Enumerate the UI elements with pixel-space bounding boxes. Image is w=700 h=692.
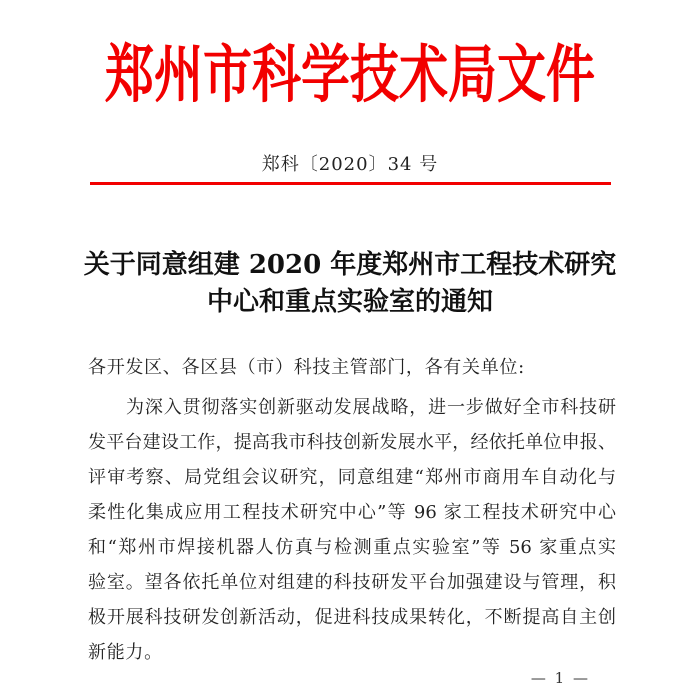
salutation-line: 各开发区、各区县（市）科技主管部门，各有关单位: [88, 357, 525, 378]
document-header-title: 郑州市科学技术局文件 [104, 37, 595, 112]
document-title-line1: 关于同意组建 2020 年度郑州市工程技术研究 [83, 250, 617, 280]
body-line: 极开展科技研发创新活动，促进科技成果转化，不断提高自主创 [88, 607, 616, 628]
document-number: 郑科〔2020〕34 号 [261, 154, 439, 175]
body-line: 柔性化集成应用工程技术研究中心”等 96 家工程技术研究中心 [88, 502, 616, 523]
body-line: 为深入贯彻落实创新驱动发展战略，进一步做好全市科技研 [126, 397, 616, 418]
body-line: 发平台建设工作，提高我市科技创新发展水平，经依托单位申报、 [88, 432, 616, 453]
body-line: 验室。望各依托单位对组建的科技研发平台加强建设与管理，积 [88, 572, 616, 593]
document-title [0, 247, 700, 321]
body-line: 和“郑州市焊接机器人仿真与检测重点实验室”等 56 家重点实 [88, 537, 616, 558]
body-line: 评审考察、局党组会议研究，同意组建“郑州市商用车自动化与 [88, 467, 616, 488]
body-line: 新能力。 [88, 642, 163, 663]
page-number: — 1 — [530, 669, 590, 687]
red-divider-line [90, 182, 611, 185]
document-title-line2: 中心和重点实验室的通知 [206, 287, 493, 317]
document-body [88, 350, 616, 670]
